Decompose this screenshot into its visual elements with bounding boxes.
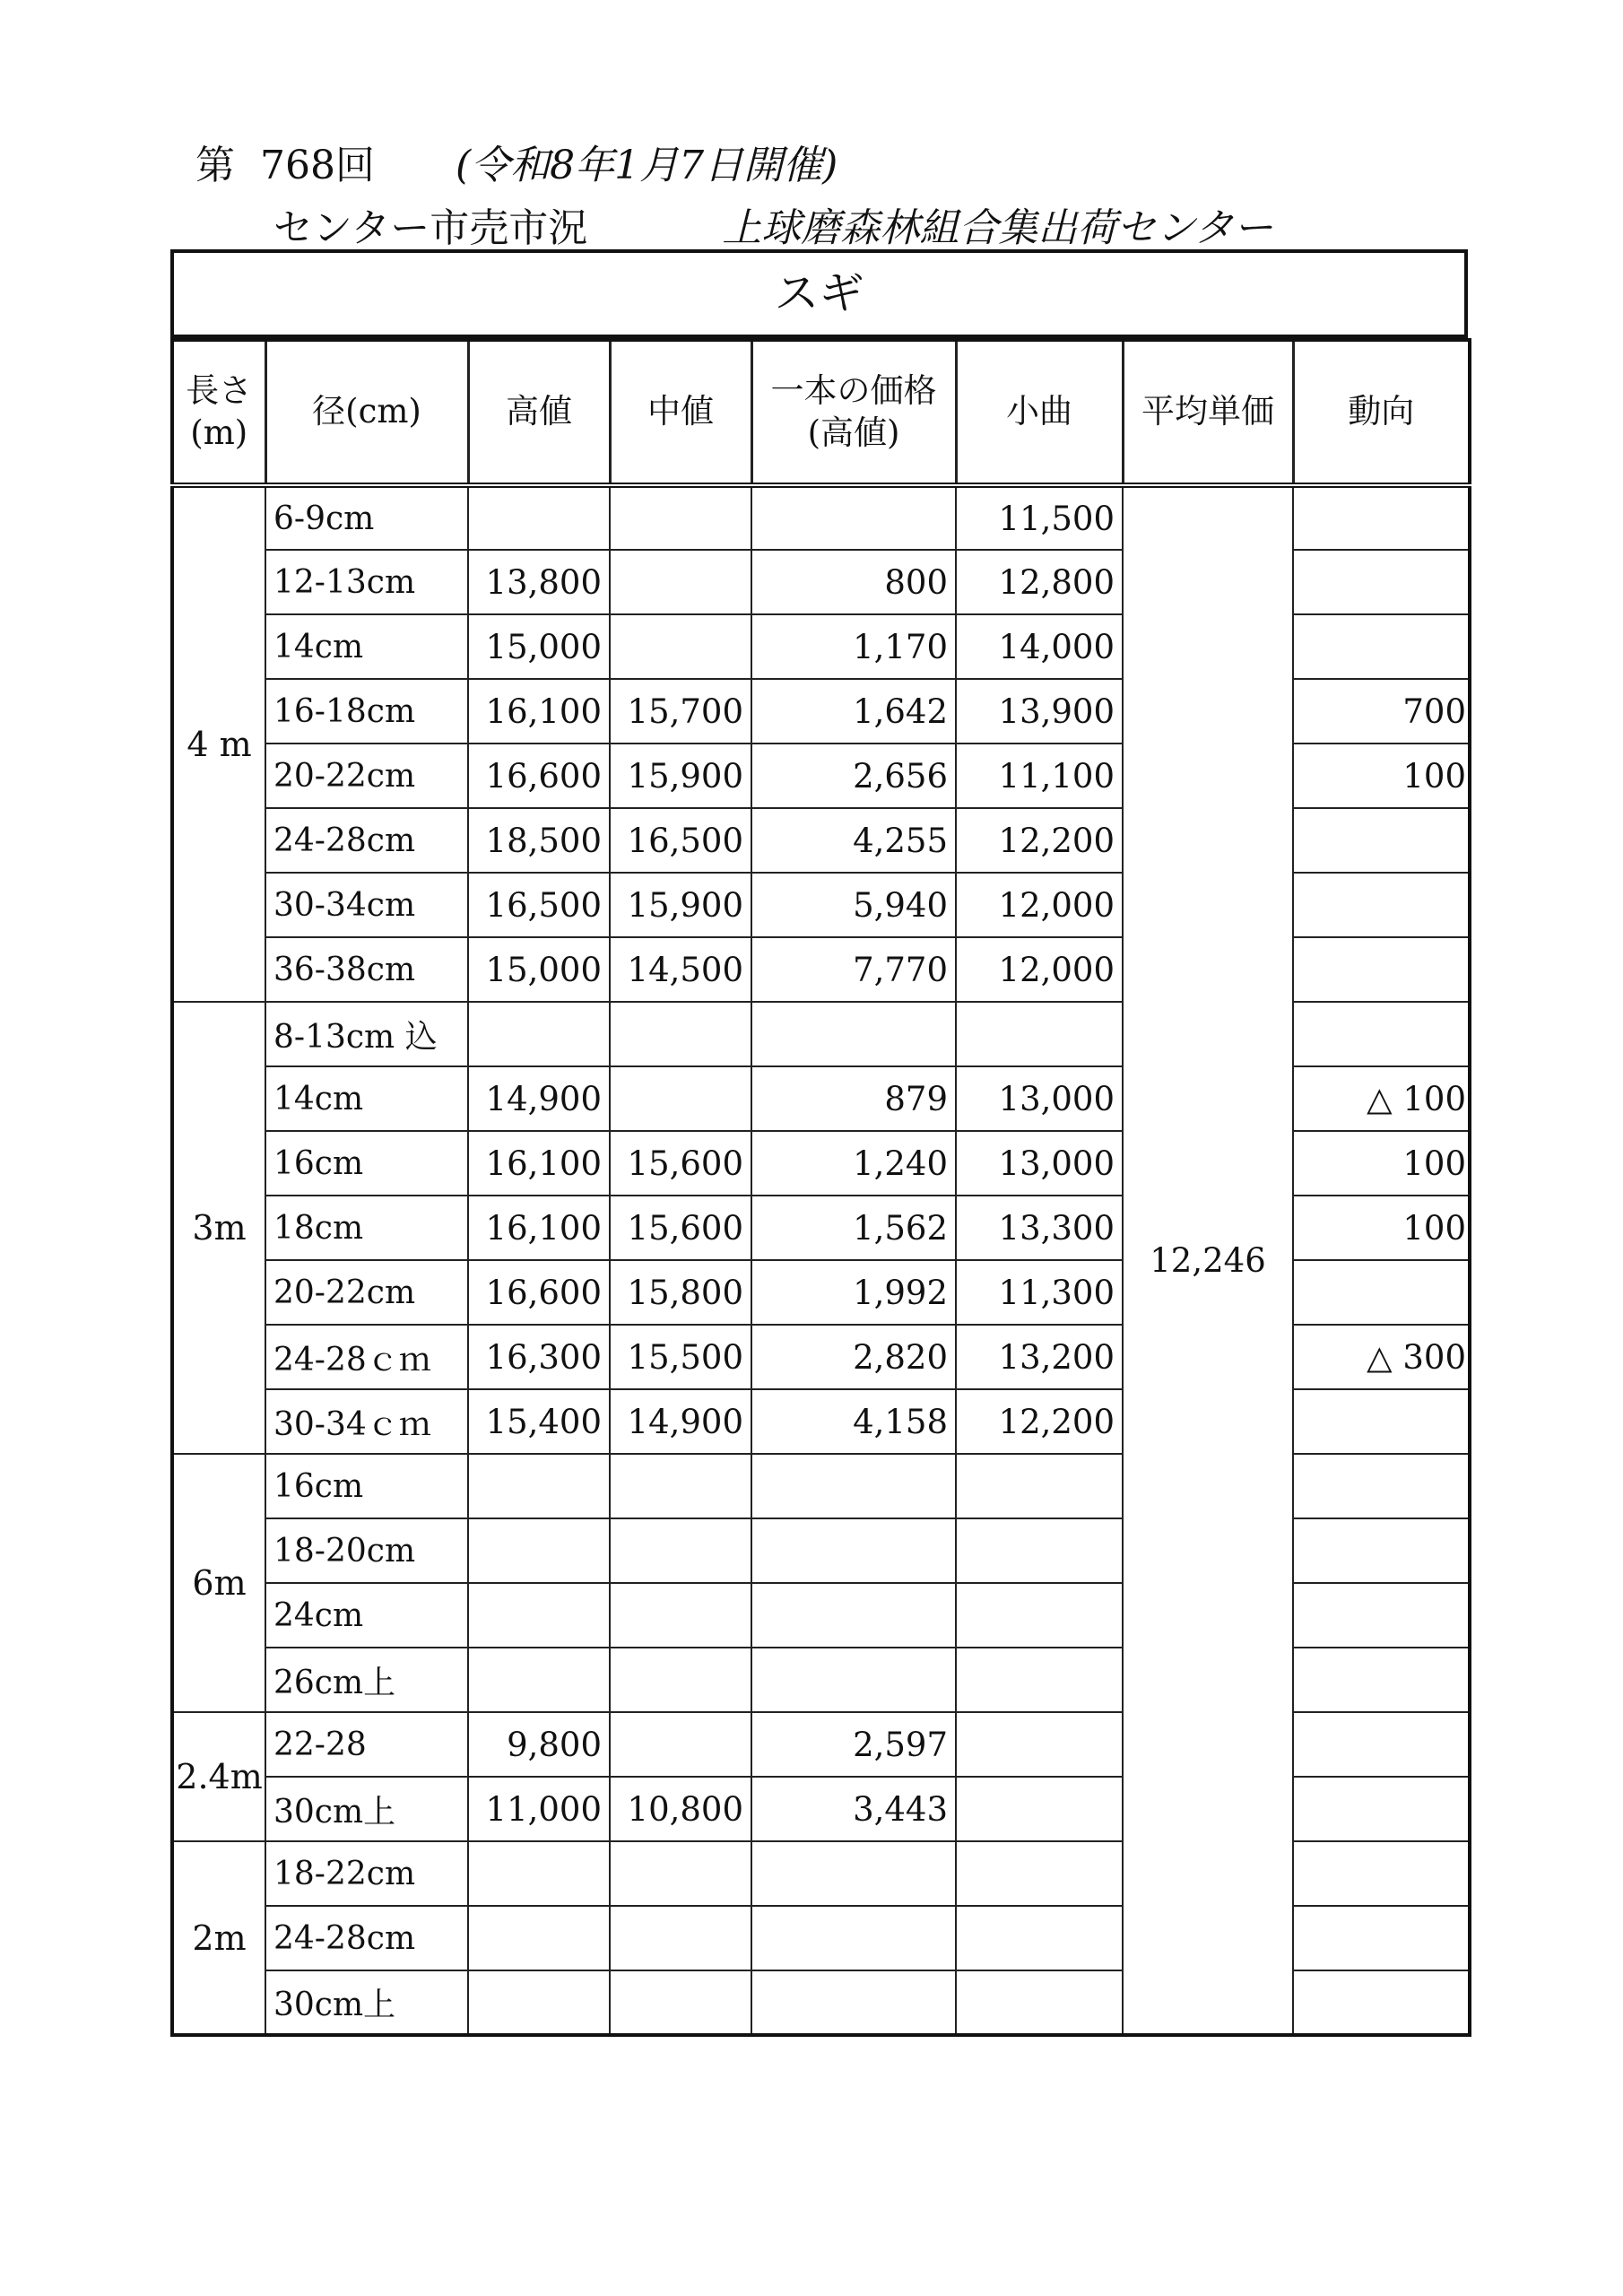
per-log-price-cell: 2,656 [751, 744, 956, 808]
trend-cell: △ 100 [1293, 1066, 1470, 1131]
col-per-log: 一本の価格 (高値) [751, 340, 956, 485]
small-bend-cell: 14,000 [956, 614, 1123, 679]
mid-price-cell [610, 1841, 751, 1906]
high-price-cell: 16,100 [468, 679, 610, 744]
trend-cell: 700 [1293, 679, 1470, 744]
diameter-cell: 24-28ｃｍ [265, 1325, 468, 1389]
diameter-cell: 20-22cm [265, 1260, 468, 1325]
high-price-cell: 16,500 [468, 873, 610, 937]
diameter-cell: 24-28cm [265, 808, 468, 873]
center-name: 上球磨森林組合集出荷センター [722, 205, 1273, 251]
per-log-price-cell: 800 [751, 550, 956, 614]
diameter-cell: 14cm [265, 614, 468, 679]
trend-cell [1293, 1777, 1470, 1841]
mid-price-cell [610, 1648, 751, 1712]
trend-cell: △ 300 [1293, 1325, 1470, 1389]
trend-cell [1293, 1712, 1470, 1777]
high-price-cell: 16,300 [468, 1325, 610, 1389]
trend-cell [1293, 1260, 1470, 1325]
trend-cell [1293, 550, 1470, 614]
mid-price-cell [610, 1583, 751, 1648]
high-price-cell [468, 1518, 610, 1583]
dai-label: 第 [195, 143, 235, 188]
per-log-price-cell: 3,443 [751, 1777, 956, 1841]
trend-cell: 100 [1293, 1196, 1470, 1260]
col-mid: 中値 [610, 340, 751, 485]
per-log-price-cell [751, 1518, 956, 1583]
trend-cell [1293, 1841, 1470, 1906]
mid-price-cell: 15,500 [610, 1325, 751, 1389]
small-bend-cell [956, 1712, 1123, 1777]
per-log-price-cell: 2,597 [751, 1712, 956, 1777]
small-bend-cell [956, 1518, 1123, 1583]
diameter-cell: 30-34ｃｍ [265, 1389, 468, 1454]
small-bend-cell: 11,500 [956, 485, 1123, 550]
trend-cell [1293, 1648, 1470, 1712]
per-log-price-cell: 1,240 [751, 1131, 956, 1196]
trend-cell [1293, 614, 1470, 679]
high-price-cell: 15,000 [468, 937, 610, 1002]
col-small-bend: 小曲 [956, 340, 1123, 485]
diameter-cell: 30cm上 [265, 1777, 468, 1841]
table-header-row [172, 340, 1470, 485]
price-table [170, 338, 1471, 2037]
high-price-cell [468, 1970, 610, 2035]
high-price-cell: 16,600 [468, 744, 610, 808]
average-price-cell: 12,246 [1123, 485, 1293, 2035]
diameter-cell: 6-9cm [265, 485, 468, 550]
col-length: 長さ (m) [172, 340, 265, 485]
length-cell: 6m [172, 1454, 265, 1712]
small-bend-cell: 13,200 [956, 1325, 1123, 1389]
per-log-price-cell: 1,642 [751, 679, 956, 744]
mid-price-cell [610, 1518, 751, 1583]
high-price-cell: 18,500 [468, 808, 610, 873]
trend-cell [1293, 1454, 1470, 1518]
diameter-cell: 24cm [265, 1583, 468, 1648]
mid-price-cell [610, 1454, 751, 1518]
high-price-cell [468, 1648, 610, 1712]
small-bend-cell [956, 1906, 1123, 1970]
diameter-cell: 30cm上 [265, 1970, 468, 2035]
per-log-price-cell: 2,820 [751, 1325, 956, 1389]
small-bend-cell: 11,100 [956, 744, 1123, 808]
length-cell: 3m [172, 1002, 265, 1454]
per-log-price-cell: 4,158 [751, 1389, 956, 1454]
diameter-cell: 12-13cm [265, 550, 468, 614]
small-bend-cell [956, 1841, 1123, 1906]
small-bend-cell: 13,900 [956, 679, 1123, 744]
col-trend: 動向 [1293, 340, 1470, 485]
mid-price-cell: 15,800 [610, 1260, 751, 1325]
small-bend-cell: 13,000 [956, 1066, 1123, 1131]
diameter-cell: 8-13cm 込 [265, 1002, 468, 1066]
diameter-cell: 36-38cm [265, 937, 468, 1002]
per-log-price-cell [751, 485, 956, 550]
high-price-cell: 16,100 [468, 1196, 610, 1260]
per-log-price-cell: 4,255 [751, 808, 956, 873]
trend-cell [1293, 808, 1470, 873]
diameter-cell: 16-18cm [265, 679, 468, 744]
per-log-price-cell [751, 1970, 956, 2035]
small-bend-cell: 12,200 [956, 808, 1123, 873]
trend-cell [1293, 1518, 1470, 1583]
length-cell: 4 m [172, 485, 265, 1002]
per-log-price-cell [751, 1906, 956, 1970]
trend-cell [1293, 1906, 1470, 1970]
diameter-cell: 16cm [265, 1454, 468, 1518]
mid-price-cell: 15,900 [610, 744, 751, 808]
per-log-price-cell [751, 1841, 956, 1906]
mid-price-cell: 14,500 [610, 937, 751, 1002]
diameter-cell: 30-34cm [265, 873, 468, 937]
diameter-cell: 22-28 [265, 1712, 468, 1777]
length-cell: 2m [172, 1841, 265, 2035]
trend-cell: 100 [1293, 744, 1470, 808]
per-log-price-cell: 1,170 [751, 614, 956, 679]
diameter-cell: 16cm [265, 1131, 468, 1196]
high-price-cell: 16,100 [468, 1131, 610, 1196]
small-bend-cell: 12,000 [956, 937, 1123, 1002]
small-bend-cell [956, 1777, 1123, 1841]
high-price-cell: 15,000 [468, 614, 610, 679]
small-bend-cell [956, 1970, 1123, 2035]
mid-price-cell: 14,900 [610, 1389, 751, 1454]
high-price-cell: 14,900 [468, 1066, 610, 1131]
mid-price-cell: 15,600 [610, 1131, 751, 1196]
small-bend-cell: 13,000 [956, 1131, 1123, 1196]
per-log-price-cell: 879 [751, 1066, 956, 1131]
mid-price-cell [610, 485, 751, 550]
high-price-cell [468, 1002, 610, 1066]
diameter-cell: 18cm [265, 1196, 468, 1260]
diameter-cell: 18-22cm [265, 1841, 468, 1906]
per-log-price-cell [751, 1583, 956, 1648]
small-bend-cell [956, 1002, 1123, 1066]
small-bend-cell: 13,300 [956, 1196, 1123, 1260]
high-price-cell: 9,800 [468, 1712, 610, 1777]
small-bend-cell [956, 1583, 1123, 1648]
mid-price-cell [610, 1066, 751, 1131]
trend-cell [1293, 1002, 1470, 1066]
session-number: 768回 [260, 143, 375, 188]
per-log-price-cell [751, 1454, 956, 1518]
small-bend-cell: 12,800 [956, 550, 1123, 614]
high-price-cell [468, 1906, 610, 1970]
diameter-cell: 20-22cm [265, 744, 468, 808]
mid-price-cell [610, 550, 751, 614]
table-body [172, 485, 1470, 2035]
small-bend-cell [956, 1648, 1123, 1712]
table-row [172, 485, 1470, 550]
report-subheading [273, 196, 1273, 253]
high-price-cell: 15,400 [468, 1389, 610, 1454]
mid-price-cell: 15,600 [610, 1196, 751, 1260]
col-high: 高値 [468, 340, 610, 485]
trend-cell [1293, 485, 1470, 550]
high-price-cell: 11,000 [468, 1777, 610, 1841]
mid-price-cell [610, 1970, 751, 2035]
mid-price-cell [610, 614, 751, 679]
per-log-price-cell: 1,992 [751, 1260, 956, 1325]
mid-price-cell [610, 1002, 751, 1066]
market-subtitle: センター市売市況 [273, 205, 588, 251]
diameter-cell: 14cm [265, 1066, 468, 1131]
trend-cell [1293, 937, 1470, 1002]
trend-cell: 100 [1293, 1131, 1470, 1196]
session-date: (令和8年1月7日開催) [455, 143, 838, 188]
per-log-price-cell: 1,562 [751, 1196, 956, 1260]
trend-cell [1293, 873, 1470, 937]
mid-price-cell: 15,700 [610, 679, 751, 744]
per-log-price-cell: 7,770 [751, 937, 956, 1002]
high-price-cell [468, 485, 610, 550]
small-bend-cell: 11,300 [956, 1260, 1123, 1325]
small-bend-cell: 12,200 [956, 1389, 1123, 1454]
trend-cell [1293, 1389, 1470, 1454]
high-price-cell: 13,800 [468, 550, 610, 614]
per-log-price-cell [751, 1648, 956, 1712]
diameter-cell: 26cm上 [265, 1648, 468, 1712]
high-price-cell: 16,600 [468, 1260, 610, 1325]
mid-price-cell [610, 1906, 751, 1970]
high-price-cell [468, 1583, 610, 1648]
diameter-cell: 18-20cm [265, 1518, 468, 1583]
per-log-price-cell: 5,940 [751, 873, 956, 937]
col-average: 平均単価 [1123, 340, 1293, 485]
mid-price-cell: 16,500 [610, 808, 751, 873]
length-cell: 2.4m [172, 1712, 265, 1841]
high-price-cell [468, 1841, 610, 1906]
report-heading [195, 133, 838, 190]
trend-cell [1293, 1970, 1470, 2035]
small-bend-cell [956, 1454, 1123, 1518]
mid-price-cell: 15,900 [610, 873, 751, 937]
col-diameter: 径(cm) [265, 340, 468, 485]
per-log-price-cell [751, 1002, 956, 1066]
high-price-cell [468, 1454, 610, 1518]
species-title: スギ [170, 249, 1468, 338]
mid-price-cell [610, 1712, 751, 1777]
small-bend-cell: 12,000 [956, 873, 1123, 937]
mid-price-cell: 10,800 [610, 1777, 751, 1841]
trend-cell [1293, 1583, 1470, 1648]
diameter-cell: 24-28cm [265, 1906, 468, 1970]
